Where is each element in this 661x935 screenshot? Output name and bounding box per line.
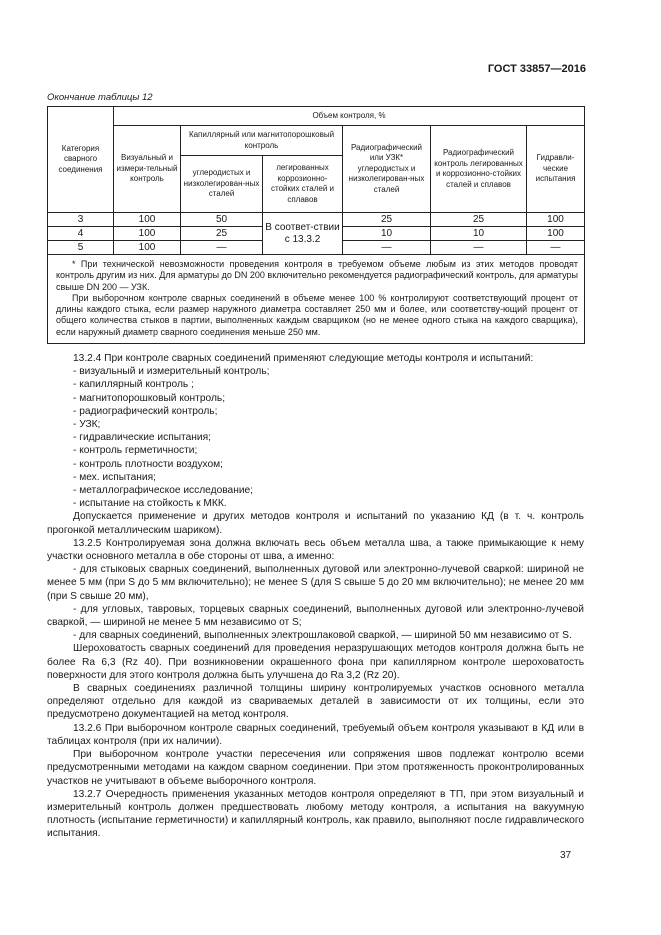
table-row bbox=[48, 213, 585, 227]
table-caption: Окончание таблицы 12 bbox=[47, 92, 153, 103]
list-item: - мех. испытания; bbox=[73, 471, 156, 483]
cell: 5 bbox=[48, 241, 114, 255]
list-item: - контроль плотности воздухом; bbox=[73, 458, 224, 470]
cell: 10 bbox=[431, 227, 527, 241]
header-capillary-alloy: легированных коррозионно-стойких сталей и сплавов bbox=[263, 156, 343, 213]
paragraph: - для стыковых сварных соединений, выполненных дуговой или электронно-лучевой сваркой: шириной не менее 5 мм (при S до 5 мм включительно); не менее S (для S свыше 5 до 20 мм включительно); не менее 20 мм (при S свыше 20 мм), bbox=[47, 564, 584, 602]
paragraph: 13.2.7 Очередность применения указанных методов контроля определяют в ТП, при этом визуальный и измерительный контроль должен предшествовать любому методу контроля, а испытания на вакуумную плотность (испытание герметичности) и капиллярный контроль, как правило, выполняют после гидравлического испытания. bbox=[47, 788, 584, 840]
cell: 100 bbox=[114, 213, 181, 227]
list-item: - УЗК; bbox=[73, 419, 101, 431]
paragraph: 13.2.5 Контролируемая зона должна включать весь объем металла шва, а также примыкающие к нему участки основного металла в обе стороны от шва, а именно: bbox=[47, 537, 584, 563]
cell: 25 bbox=[431, 213, 527, 227]
body-text bbox=[47, 352, 584, 841]
paragraph: - для угловых, тавровых, торцевых сварных соединений, выполненных дуговой или электронно-лучевой сваркой, — шириной не менее 5 мм независимо от S; bbox=[47, 603, 584, 629]
list-item: - металлографическое исследование; bbox=[73, 485, 254, 497]
cell: — bbox=[181, 241, 263, 255]
control-volume-table bbox=[47, 106, 585, 344]
cell: — bbox=[343, 241, 431, 255]
table-note: При выборочном контроле сварных соединений в объеме менее 100 % контролируют соответствующий процент от длины каждого стыка, если размер наружного диаметра составляет 250 мм и более, или соответству-ющий процент от общего количества стыков в партии, выполненных каждым сварщиком (но не менее одного стыка на каждого сварщика), если наружный диаметр сварного соединения меньше 250 мм. bbox=[56, 292, 579, 337]
cell: — bbox=[431, 241, 527, 255]
cell: 100 bbox=[114, 227, 181, 241]
list-item: - гидравлические испытания; bbox=[73, 432, 211, 444]
table-note: * При технической невозможности проведения контроля в требуемом объеме любым из этих методов проводят контроль другим из них. Для арматуры до DN 200 включительно рекомендуется радиографический контроль, для арматуры свыше DN 200 — УЗК. bbox=[56, 259, 579, 292]
paragraph: При выборочном контроле участки пересечения или сопряжения швов подлежат контролю всеми предусмотренными методами на каждом сварном соединении. При этом протяженность проконтролированных участков не учитывают в объеме выборочного контроля. bbox=[47, 749, 584, 787]
cell: 10 bbox=[343, 227, 431, 241]
table-notes bbox=[48, 255, 585, 344]
header-radio-carbon: Радиографический или УЗК* углеродистых и низколегирован-ных сталей bbox=[343, 126, 431, 213]
header-visual: Визуальный и измери-тельный контроль bbox=[114, 126, 181, 213]
merged-cell: В соответ-ствии с 13.3.2 bbox=[263, 213, 343, 255]
paragraph: Шероховатость сварных соединений для проведения неразрушающих методов контроля должна быть не более Ra 6,3 (Rz 40). При возникновении окрашенного фона при капиллярном контроле шероховатость поверхности для этого контроля должна быть улучшена до Ra 3,2 (Rz 20). bbox=[47, 643, 584, 681]
list-item: - капиллярный контроль ; bbox=[73, 379, 194, 391]
cell: — bbox=[527, 241, 585, 255]
document-code: ГОСТ 33857—2016 bbox=[487, 63, 586, 75]
paragraph: 13.2.6 При выборочном контроле сварных соединений, требуемый объем контроля указывают в КД или в таблицах контроля (при их наличии). bbox=[47, 722, 584, 747]
cell: 25 bbox=[343, 213, 431, 227]
cell: 100 bbox=[114, 241, 181, 255]
cell: 3 bbox=[48, 213, 114, 227]
list-item: - контроль герметичности; bbox=[73, 445, 198, 457]
paragraph: В сварных соединениях различной толщины ширину контролируемых участков основного металла определяют отдельно для каждой из свариваемых деталей в зависимости от их толщины, если это предусмотрено документацией на метод контроля. bbox=[47, 683, 584, 721]
cell: 100 bbox=[527, 213, 585, 227]
page-number: 37 bbox=[560, 850, 572, 861]
cell: 25 bbox=[181, 227, 263, 241]
paragraph: Допускается применение и других методов контроля и испытаний по указанию КД (в т. ч. контроль прогонкой металлическим шариком). bbox=[47, 511, 584, 536]
header-category: Категория сварного соединения bbox=[48, 107, 114, 213]
paragraph: - для сварных соединений, выполненных электрошлаковой сваркой, — шириной 50 мм независимо от S. bbox=[73, 630, 572, 642]
list-item: - испытание на стойкость к МКК. bbox=[73, 498, 227, 510]
cell: 100 bbox=[527, 227, 585, 241]
header-volume: Объем контроля, % bbox=[114, 107, 585, 126]
header-capillary: Капиллярный или магнитопорошковый контроль bbox=[181, 126, 343, 156]
list-item: - магнитопорошковый контроль; bbox=[73, 392, 226, 404]
cell: 50 bbox=[181, 213, 263, 227]
header-radio-alloy: Радиографический контроль легированных и коррозионно-стойких сталей и сплавов bbox=[431, 126, 527, 213]
paragraph: 13.2.4 При контроле сварных соединений применяют следующие методы контроля и испытаний: bbox=[73, 353, 534, 364]
cell: 4 bbox=[48, 227, 114, 241]
list-item: - визуальный и измерительный контроль; bbox=[73, 366, 270, 378]
header-capillary-carbon: углеродистых и низколегирован-ных сталей bbox=[181, 156, 263, 213]
header-hydraulic: Гидравли-ческие испытания bbox=[527, 126, 585, 213]
list-item: - радиографический контроль; bbox=[73, 405, 218, 417]
